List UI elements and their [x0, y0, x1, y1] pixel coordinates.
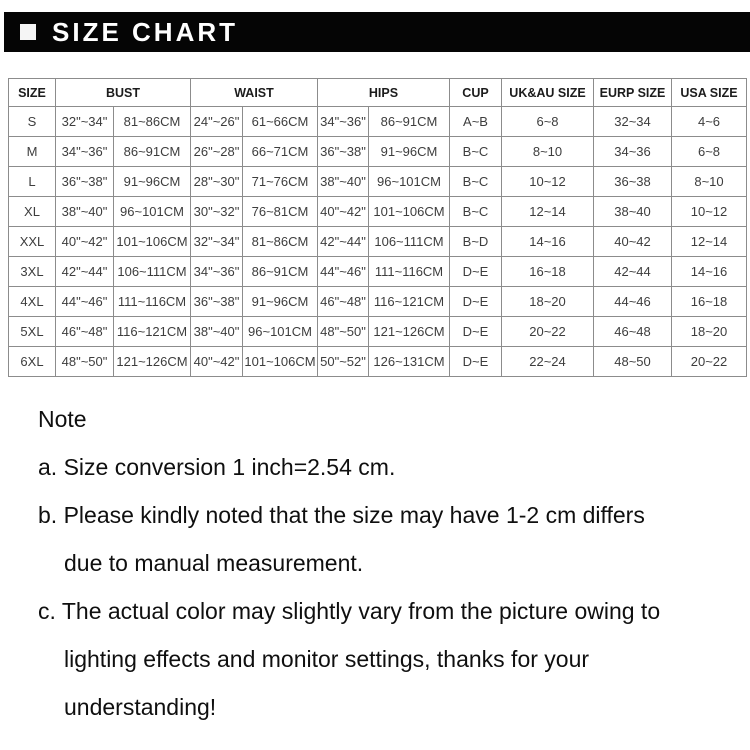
table-row-xl — [9, 197, 747, 227]
size-label-cell: L — [9, 167, 56, 197]
measurement-cell: 96~101CM — [369, 167, 450, 197]
measurement-cell: 40"~42" — [191, 347, 243, 377]
measurement-cell: 4~6 — [672, 107, 747, 137]
measurement-cell: 44"~46" — [318, 257, 369, 287]
measurement-cell: 91~96CM — [243, 287, 318, 317]
note-line: a. Size conversion 1 inch=2.54 cm. — [38, 454, 396, 480]
size-label-cell: S — [9, 107, 56, 137]
measurement-cell: 8~10 — [502, 137, 594, 167]
measurement-cell: 66~71CM — [243, 137, 318, 167]
table-row-4xl — [9, 287, 747, 317]
column-header-hips: HIPS — [318, 79, 450, 107]
size-label-cell: 5XL — [9, 317, 56, 347]
measurement-cell: 101~106CM — [369, 197, 450, 227]
measurement-cell: A~B — [450, 107, 502, 137]
table-row-3xl — [9, 257, 747, 287]
note-line: c. The actual color may slightly vary from the picture owing to — [38, 598, 661, 624]
measurement-cell: 38"~40" — [191, 317, 243, 347]
measurement-cell: 86~91CM — [114, 137, 191, 167]
size-chart-table — [8, 78, 747, 377]
note-item-b — [38, 491, 738, 587]
measurement-cell: 34"~36" — [318, 107, 369, 137]
measurement-cell: 28"~30" — [191, 167, 243, 197]
measurement-cell: 116~121CM — [114, 317, 191, 347]
measurement-cell: 40"~42" — [56, 227, 114, 257]
measurement-cell: 16~18 — [672, 287, 747, 317]
column-header-usa-size: USA SIZE — [672, 79, 747, 107]
column-header-uk-au-size: UK&AU SIZE — [502, 79, 594, 107]
note-item-a — [38, 443, 738, 491]
measurement-cell: 32~34 — [594, 107, 672, 137]
measurement-cell: 96~101CM — [114, 197, 191, 227]
column-header-waist: WAIST — [191, 79, 318, 107]
measurement-cell: 38"~40" — [56, 197, 114, 227]
measurement-cell: 101~106CM — [114, 227, 191, 257]
page-title: SIZE CHART — [52, 16, 238, 47]
measurement-cell: 40~42 — [594, 227, 672, 257]
measurement-cell: 46~48 — [594, 317, 672, 347]
table-row-s — [9, 107, 747, 137]
measurement-cell: 14~16 — [672, 257, 747, 287]
size-label-cell: 3XL — [9, 257, 56, 287]
size-label-cell: XL — [9, 197, 56, 227]
measurement-cell: 48"~50" — [56, 347, 114, 377]
measurement-cell: 44~46 — [594, 287, 672, 317]
table-row-xxl — [9, 227, 747, 257]
column-header-eurp-size: EURP SIZE — [594, 79, 672, 107]
measurement-cell: 116~121CM — [369, 287, 450, 317]
note-item-c — [38, 587, 738, 731]
measurement-cell: 34~36 — [594, 137, 672, 167]
measurement-cell: 6~8 — [672, 137, 747, 167]
measurement-cell: 34"~36" — [191, 257, 243, 287]
measurement-cell: 42"~44" — [56, 257, 114, 287]
measurement-cell: 18~20 — [502, 287, 594, 317]
measurement-cell: 34"~36" — [56, 137, 114, 167]
measurement-cell: B~C — [450, 167, 502, 197]
measurement-cell: 20~22 — [502, 317, 594, 347]
measurement-cell: D~E — [450, 347, 502, 377]
measurement-cell: 42~44 — [594, 257, 672, 287]
measurement-cell: 106~111CM — [114, 257, 191, 287]
measurement-cell: 48~50 — [594, 347, 672, 377]
measurement-cell: 50"~52" — [318, 347, 369, 377]
column-header-size: SIZE — [9, 79, 56, 107]
measurement-cell: B~C — [450, 197, 502, 227]
measurement-cell: 40"~42" — [318, 197, 369, 227]
size-label-cell: M — [9, 137, 56, 167]
measurement-cell: 36~38 — [594, 167, 672, 197]
measurement-cell: 12~14 — [672, 227, 747, 257]
notes-section — [38, 395, 738, 731]
square-bullet-icon — [20, 24, 36, 40]
measurement-cell: 86~91CM — [243, 257, 318, 287]
measurement-cell: 121~126CM — [114, 347, 191, 377]
measurement-cell: 91~96CM — [114, 167, 191, 197]
measurement-cell: 42"~44" — [318, 227, 369, 257]
measurement-cell: 38~40 — [594, 197, 672, 227]
measurement-cell: 6~8 — [502, 107, 594, 137]
measurement-cell: 111~116CM — [369, 257, 450, 287]
table-row-m — [9, 137, 747, 167]
measurement-cell: 36"~38" — [191, 287, 243, 317]
measurement-cell: 96~101CM — [243, 317, 318, 347]
measurement-cell: 76~81CM — [243, 197, 318, 227]
measurement-cell: 101~106CM — [243, 347, 318, 377]
measurement-cell: 36"~38" — [56, 167, 114, 197]
note-line: b. Please kindly noted that the size may have 1-2 cm differs — [38, 502, 645, 528]
measurement-cell: 20~22 — [672, 347, 747, 377]
note-line: due to manual measurement. — [64, 550, 364, 576]
measurement-cell: 126~131CM — [369, 347, 450, 377]
size-chart-header — [4, 12, 750, 52]
measurement-cell: 61~66CM — [243, 107, 318, 137]
measurement-cell: 22~24 — [502, 347, 594, 377]
measurement-cell: B~C — [450, 137, 502, 167]
measurement-cell: D~E — [450, 257, 502, 287]
measurement-cell: 44"~46" — [56, 287, 114, 317]
measurement-cell: 38"~40" — [318, 167, 369, 197]
measurement-cell: 30"~32" — [191, 197, 243, 227]
note-line: understanding! — [64, 694, 217, 720]
measurement-cell: 26"~28" — [191, 137, 243, 167]
measurement-cell: 48"~50" — [318, 317, 369, 347]
table-row-l — [9, 167, 747, 197]
measurement-cell: 16~18 — [502, 257, 594, 287]
column-header-bust: BUST — [56, 79, 191, 107]
measurement-cell: 106~111CM — [369, 227, 450, 257]
size-label-cell: 6XL — [9, 347, 56, 377]
measurement-cell: D~E — [450, 287, 502, 317]
measurement-cell: 86~91CM — [369, 107, 450, 137]
measurement-cell: 81~86CM — [243, 227, 318, 257]
measurement-cell: 24"~26" — [191, 107, 243, 137]
table-row-5xl — [9, 317, 747, 347]
size-label-cell: 4XL — [9, 287, 56, 317]
table-header-row — [9, 79, 747, 107]
measurement-cell: 121~126CM — [369, 317, 450, 347]
notes-heading: Note — [38, 406, 87, 432]
measurement-cell: 10~12 — [502, 167, 594, 197]
measurement-cell: 36"~38" — [318, 137, 369, 167]
measurement-cell: 12~14 — [502, 197, 594, 227]
measurement-cell: 32"~34" — [191, 227, 243, 257]
measurement-cell: 18~20 — [672, 317, 747, 347]
measurement-cell: 81~86CM — [114, 107, 191, 137]
table-row-6xl — [9, 347, 747, 377]
size-label-cell: XXL — [9, 227, 56, 257]
measurement-cell: D~E — [450, 317, 502, 347]
column-header-cup: CUP — [450, 79, 502, 107]
measurement-cell: 46"~48" — [318, 287, 369, 317]
measurement-cell: 10~12 — [672, 197, 747, 227]
measurement-cell: 8~10 — [672, 167, 747, 197]
measurement-cell: 32"~34" — [56, 107, 114, 137]
measurement-cell: 46"~48" — [56, 317, 114, 347]
measurement-cell: 91~96CM — [369, 137, 450, 167]
measurement-cell: 71~76CM — [243, 167, 318, 197]
measurement-cell: B~D — [450, 227, 502, 257]
measurement-cell: 111~116CM — [114, 287, 191, 317]
note-line: lighting effects and monitor settings, thanks for your — [64, 646, 590, 672]
measurement-cell: 14~16 — [502, 227, 594, 257]
